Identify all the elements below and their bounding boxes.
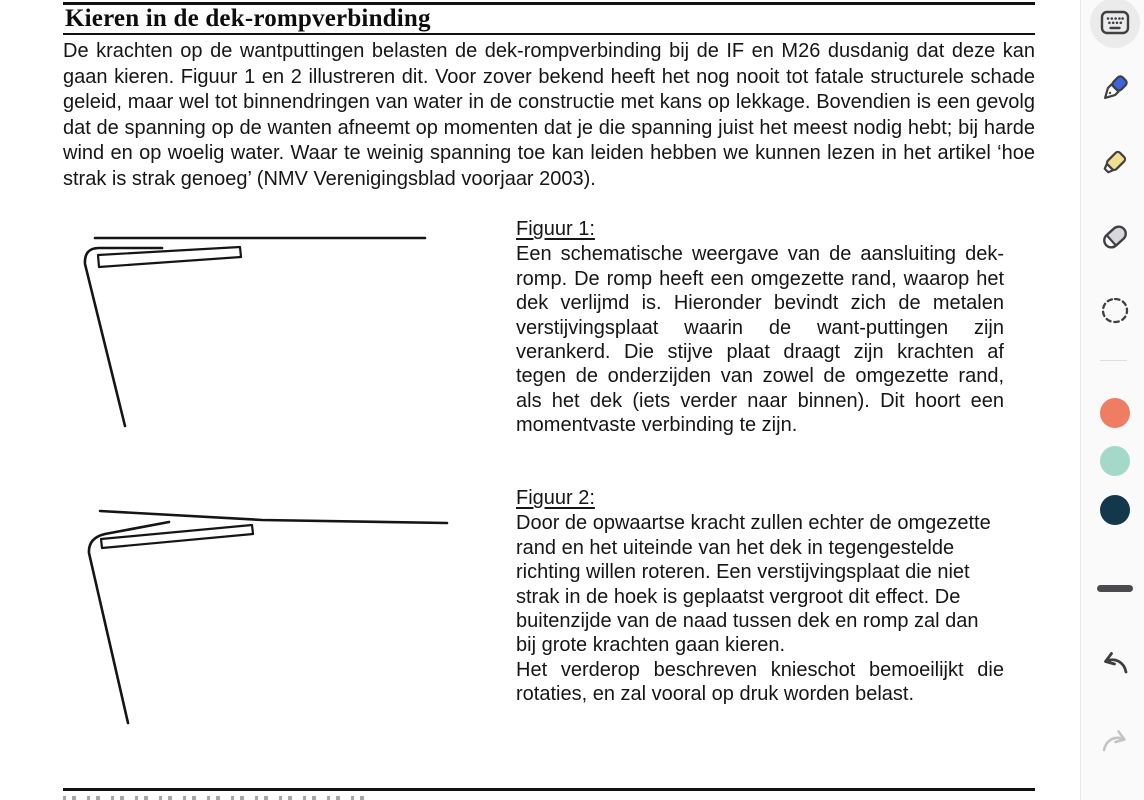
figure2-label: Figuur 2: — [516, 487, 595, 509]
figure2-caption — [516, 486, 1004, 707]
figure1-stiffening-plate — [98, 247, 241, 267]
figure2-text-1: Door de opwaartse kracht zullen echter de omgezette rand en het uiteinde van het dek in tegengestelde richting willen roteren. Een verstijvingsplaat die niet strak in de hoek is geplaatst vergroot dit effect. De buitenzijde van de naad tussen dek en romp zal dan bij grote krachten gaan kieren. — [516, 512, 991, 657]
color-swatch-navy[interactable] — [1100, 495, 1130, 525]
annotation-toolbar — [1080, 0, 1144, 800]
highlighter-tool-button[interactable] — [1095, 142, 1135, 182]
figure1-hull-outline — [85, 248, 162, 426]
figure2-stiffening-plate — [101, 525, 253, 548]
keyboard-tool-button[interactable] — [1090, 0, 1140, 48]
keyboard-icon — [1099, 9, 1131, 37]
eraser-tool-button[interactable] — [1095, 217, 1135, 257]
redo-button[interactable] — [1095, 722, 1135, 762]
title-underline-rule — [63, 33, 1035, 35]
figure1-drawing — [63, 225, 443, 435]
figure1-text: Een schematische weergave van de aansluiting dek-romp. De romp heeft een omgezette rand, waarop het dek verlijmd is. Hieronder bevindt zich de metalen verstijvingsplaat waarin de want-puttingen zijn verankerd. Die stijve plaat draagt zijn krachten af tegen de onderzijden van zowel de omgezette rand, als het dek (iets verder naar binnen). Dit hoort een momentvaste verbinding te zijn. — [516, 243, 1004, 437]
figure2-hull-outline — [89, 522, 169, 723]
lasso-icon — [1097, 293, 1133, 329]
redo-icon — [1098, 725, 1132, 759]
color-swatch-teal[interactable] — [1100, 446, 1130, 476]
next-section-clipped-text — [63, 796, 373, 800]
highlighter-icon — [1097, 144, 1133, 180]
figure2-drawing — [63, 498, 458, 733]
pen-tool-button[interactable] — [1095, 68, 1135, 108]
page-title: Kieren in de dek-rompverbinding — [65, 5, 431, 32]
document-page — [63, 0, 1035, 800]
figure1-caption — [516, 217, 1004, 438]
intro-paragraph: De krachten op de wantputtingen belasten de dek-rompverbinding bij de IF en M26 dusdanig dat deze kan gaan kieren. Figuur 1 en 2 illustreren dit. Voor zover bekend heeft het nog nooit tot fatale structurele schade geleid, maar wel tot binnendringen van water in de constructie met kans op lekkage. Bovendien is een gevolg dat de spanning op de wanten afneemt op momenten dat je die spanning juist het meest nodig hebt; bij harde wind en op woelig water. Waar te weinig spanning toe kan leiden hebben we kunnen lezen in het artikel ‘hoe strak is strak genoeg’ (NMV Verenigingsblad voorjaar 2003). — [63, 40, 1035, 190]
undo-button[interactable] — [1095, 644, 1135, 684]
bottom-rule — [63, 788, 1035, 791]
toolbar-divider — [1100, 360, 1127, 361]
undo-icon — [1098, 647, 1132, 681]
pen-icon — [1097, 70, 1133, 106]
eraser-icon — [1097, 219, 1133, 255]
color-swatch-coral[interactable] — [1100, 398, 1130, 428]
figure2-deck-line — [100, 511, 447, 523]
figure1-label: Figuur 1: — [516, 218, 595, 240]
figure2-text-2: Het verderop beschreven knieschot bemoeilijkt die rotaties, en zal vooral op druk worden belast. — [516, 658, 1004, 706]
lasso-tool-button[interactable] — [1095, 291, 1135, 331]
stroke-pill — [1097, 585, 1133, 592]
stroke-width-indicator[interactable] — [1095, 576, 1135, 600]
